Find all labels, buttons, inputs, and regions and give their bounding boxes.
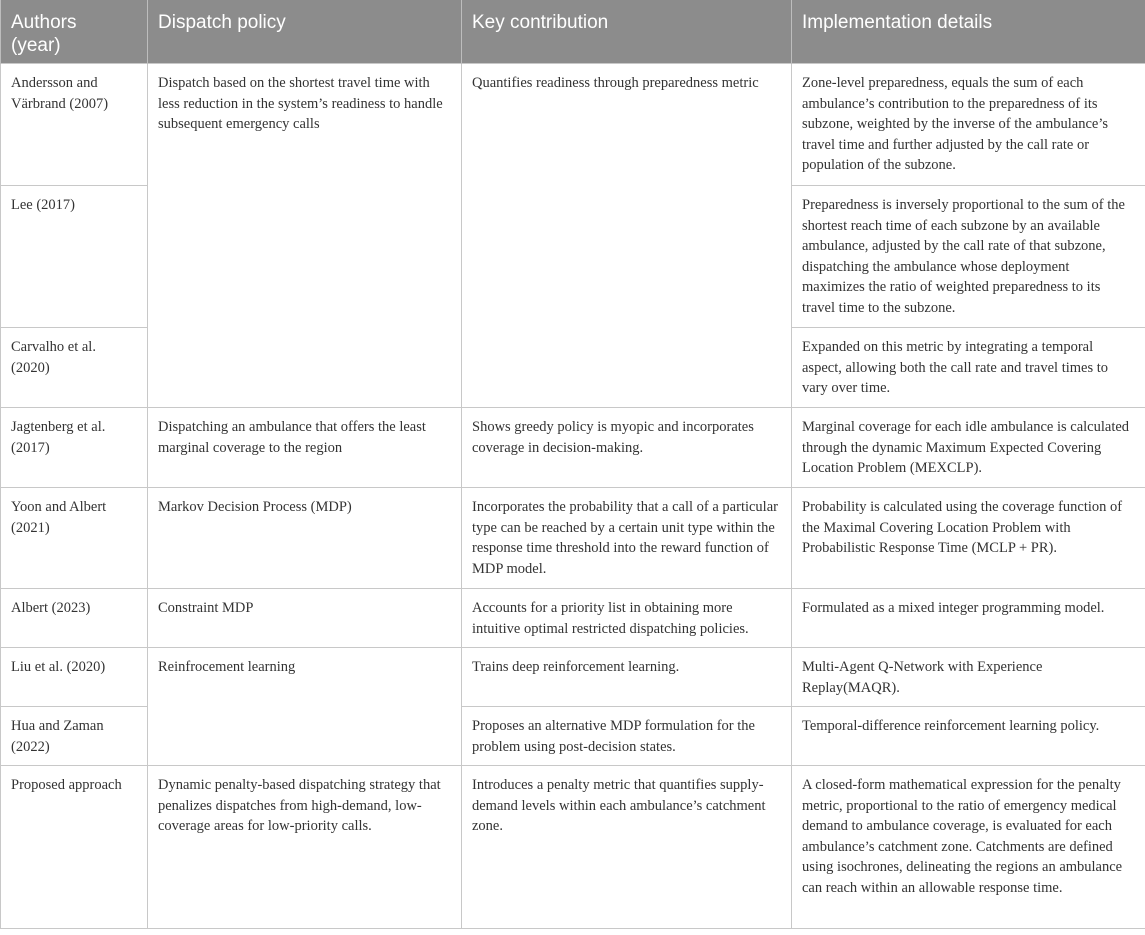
- key-contribution-cell: Introduces a penalty metric that quantifies supply-demand levels within each ambulance’s catchment zone.: [462, 766, 792, 929]
- table-row: [1, 408, 1145, 488]
- table-header-row: [1, 0, 1145, 64]
- author-cell: Hua and Zaman (2022): [1, 707, 148, 766]
- dispatch-policy-cell: Constraint MDP: [148, 589, 462, 648]
- dispatch-policy-cell: Markov Decision Process (MDP): [148, 488, 462, 589]
- implementation-cell: Zone-level preparedness, equals the sum of each ambulance’s contribution to the preparedness of its subzone, weighted by the inverse of the ambulance’s travel time and further adjusted by the call rate or population of the subzone.: [792, 64, 1145, 186]
- implementation-cell: Formulated as a mixed integer programming model.: [792, 589, 1145, 648]
- author-cell: Liu et al. (2020): [1, 648, 148, 707]
- header-authors-year: [1, 0, 148, 64]
- dispatch-policy-cell: Dispatch based on the shortest travel time with less reduction in the system’s readiness to handle subsequent emergency calls: [148, 64, 462, 408]
- key-contribution-cell: Incorporates the probability that a call of a particular type can be reached by a certain unit type within the response time threshold into the reward function of MDP model.: [462, 488, 792, 589]
- implementation-cell: Marginal coverage for each idle ambulance is calculated through the dynamic Maximum Expected Covering Location Problem (MEXCLP).: [792, 408, 1145, 488]
- table-row: [1, 589, 1145, 648]
- author-cell: Jagtenberg et al. (2017): [1, 408, 148, 488]
- author-cell: Albert (2023): [1, 589, 148, 648]
- dispatch-policy-cell: Reinfrocement learning: [148, 648, 462, 766]
- header-key-contribution: Key contribution: [462, 0, 792, 64]
- author-cell: Andersson and Värbrand (2007): [1, 64, 148, 186]
- implementation-cell: Preparedness is inversely proportional to the sum of the shortest reach time of each subzone by an available ambulance, adjusted by the call rate of that subzone, dispatching the ambulance whose deployment maximizes the ratio of weighted preparedness to its travel time to the subzone.: [792, 186, 1145, 328]
- key-contribution-cell: Proposes an alternative MDP formulation for the problem using post-decision states.: [462, 707, 792, 766]
- author-cell: Carvalho et al. (2020): [1, 328, 148, 408]
- implementation-cell: A closed-form mathematical expression for the penalty metric, proportional to the ratio of emergency medical demand to ambulance coverage, is evaluated for each ambulance’s catchment zone. Catchments are defined using isochrones, delineating the regions an ambulance can reach within an allowable response time.: [792, 766, 1145, 929]
- author-cell: Yoon and Albert (2021): [1, 488, 148, 589]
- implementation-cell: Temporal-difference reinforcement learning policy.: [792, 707, 1145, 766]
- table-row: [1, 64, 1145, 186]
- implementation-cell: Probability is calculated using the coverage function of the Maximal Covering Location Problem with Probabilistic Response Time (MCLP + PR).: [792, 488, 1145, 589]
- key-contribution-cell: Accounts for a priority list in obtaining more intuitive optimal restricted dispatching policies.: [462, 589, 792, 648]
- header-dispatch-policy: Dispatch policy: [148, 0, 462, 64]
- author-cell: Proposed approach: [1, 766, 148, 929]
- header-implementation-details: Implementation details: [792, 0, 1145, 64]
- table-row: [1, 766, 1145, 929]
- key-contribution-cell: Shows greedy policy is myopic and incorporates coverage in decision-making.: [462, 408, 792, 488]
- dispatch-policy-cell: Dispatching an ambulance that offers the least marginal coverage to the region: [148, 408, 462, 488]
- implementation-cell: Multi-Agent Q-Network with Experience Replay(MAQR).: [792, 648, 1145, 707]
- author-cell: Lee (2017): [1, 186, 148, 328]
- key-contribution-cell: Quantifies readiness through preparedness metric: [462, 64, 792, 408]
- dispatch-policy-cell: Dynamic penalty-based dispatching strategy that penalizes dispatches from high-demand, low-coverage areas for low-priority calls.: [148, 766, 462, 929]
- implementation-cell: Expanded on this metric by integrating a temporal aspect, allowing both the call rate and travel times to vary over time.: [792, 328, 1145, 408]
- table-row: [1, 488, 1145, 589]
- header-authors-label: Authors (year): [11, 12, 77, 56]
- key-contribution-cell: Trains deep reinforcement learning.: [462, 648, 792, 707]
- table-row: [1, 648, 1145, 707]
